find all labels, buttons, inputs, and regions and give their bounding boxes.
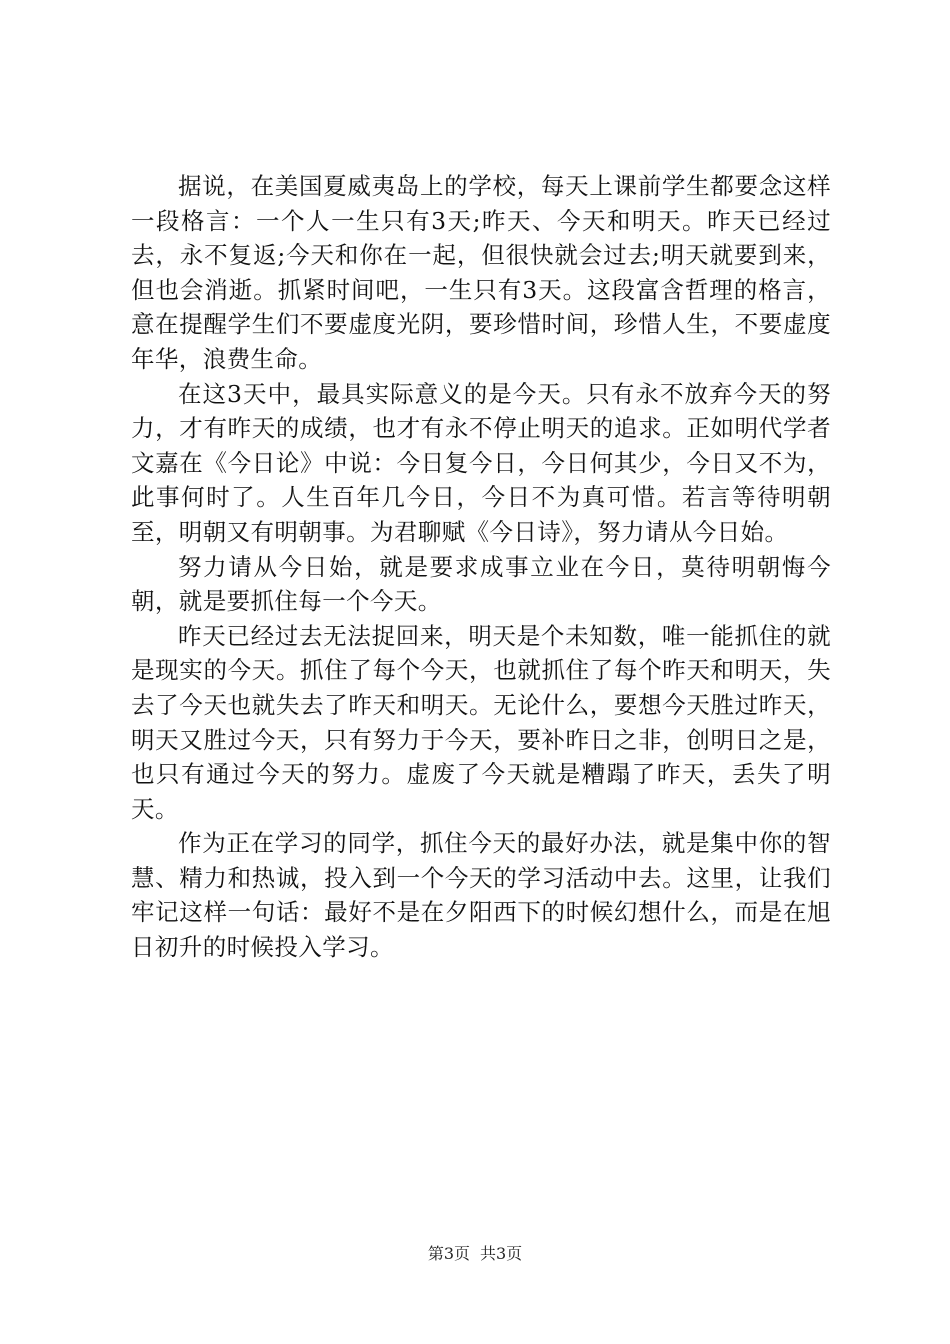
paragraph-3: 努力请从今日始，就是要求成事立业在今日，莫待明朝悔今朝，就是要抓住每一个今天。 xyxy=(131,552,831,616)
page-footer xyxy=(0,1244,950,1264)
paragraph-1: 据说，在美国夏威夷岛上的学校，每天上课前学生都要念这样一段格言：一个人一生只有3天;昨天、今天和明天。昨天已经过去，永不复返;今天和你在一起，但很快就会过去;明天就要到来，但也会消逝。抓紧时间吧，一生只有3天。这段富含哲理的格言，意在提醒学生们不要虚度光阴，要珍惜时间，珍惜人生，不要虚度年华，浪费生命。 xyxy=(131,172,831,373)
page-total: 共3页 xyxy=(480,1244,523,1263)
page-number: 第3页 xyxy=(427,1244,470,1263)
paragraph-2: 在这3天中，最具实际意义的是今天。只有永不放弃今天的努力，才有昨天的成绩，也才有永不停止明天的追求。正如明代学者文嘉在《今日论》中说：今日复今日，今日何其少，今日又不为，此事何时了。人生百年几今日，今日不为真可惜。若言等待明朝至，明朝又有明朝事。为君聊赋《今日诗》，努力请从今日始。 xyxy=(131,379,831,546)
paragraph-5: 作为正在学习的同学，抓住今天的最好办法，就是集中你的智慧、精力和热诚，投入到一个今天的学习活动中去。这里，让我们牢记这样一句话：最好不是在夕阳西下的时候幻想什么，而是在旭日初升的时候投入学习。 xyxy=(131,829,831,962)
paragraph-4: 昨天已经过去无法捉回来，明天是个未知数，唯一能抓住的就是现实的今天。抓住了每个今天，也就抓住了每个昨天和明天，失去了今天也就失去了昨天和明天。无论什么，要想今天胜过昨天，明天又胜过今天，只有努力于今天，要补昨日之非，创明日之是，也只有通过今天的努力。虚废了今天就是糟蹋了昨天，丢失了明天。 xyxy=(131,621,831,823)
document-body xyxy=(131,169,831,965)
